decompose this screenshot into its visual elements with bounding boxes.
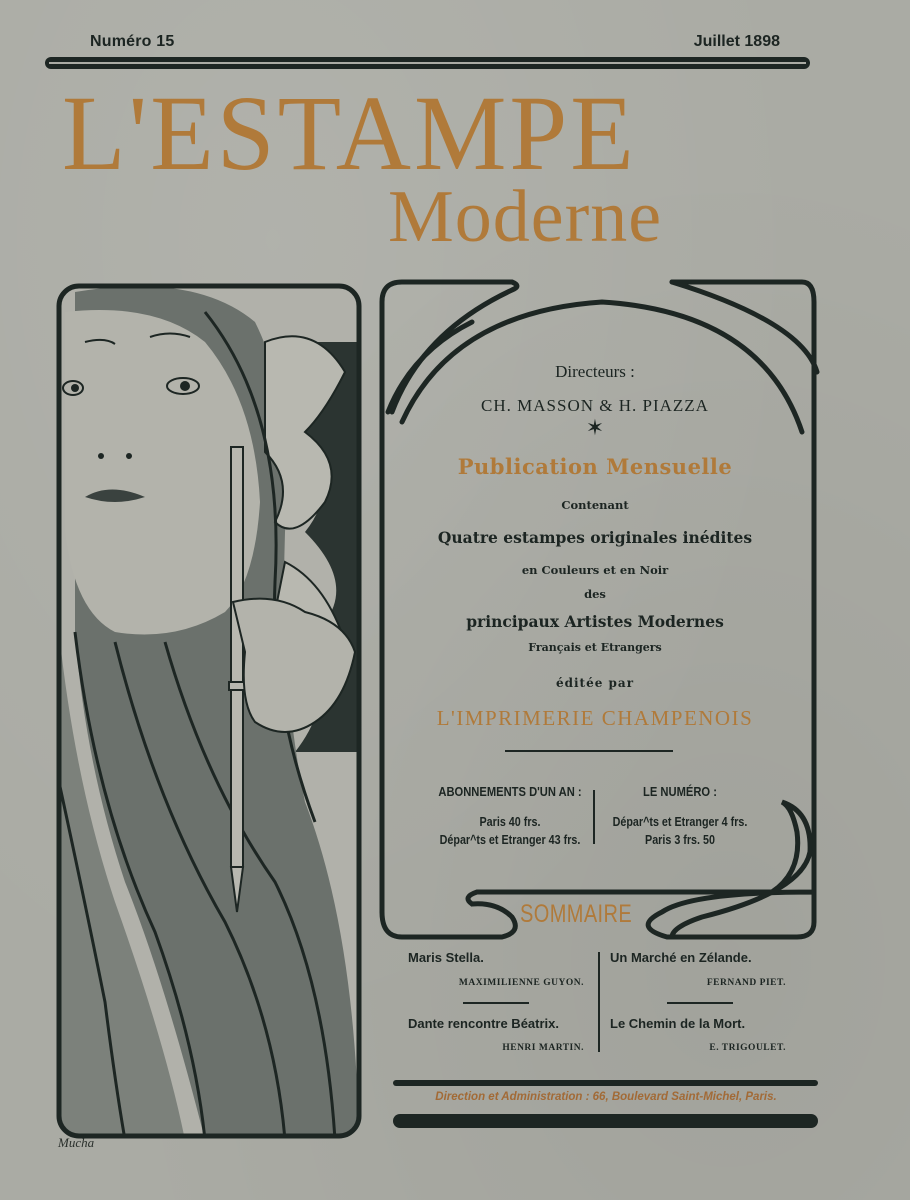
publication-line: Contenant	[561, 498, 629, 512]
directors-names: CH. MASSON & H. PIAZZA	[481, 396, 709, 415]
contents-title: Dante rencontre Béatrix.	[408, 1016, 559, 1031]
price-line: Dépar^ts et Etranger 4 frs.	[612, 814, 748, 829]
subscription-prices	[433, 782, 588, 850]
publication-line: en Couleurs et en Noir	[521, 563, 669, 577]
price-line: Dépar^ts et Etranger 43 frs.	[439, 833, 581, 848]
single-issue-prices	[611, 782, 749, 850]
single-issue-heading: LE NUMÉRO :	[643, 784, 717, 799]
illustration-woman-icon	[55, 282, 363, 1140]
divider	[667, 1002, 733, 1004]
price-line: Paris 3 frs. 50	[645, 833, 715, 848]
publication-line: Français et Etrangers	[528, 641, 662, 654]
vertical-divider	[593, 790, 595, 844]
issue-date: Juillet 1898	[693, 33, 780, 50]
printer-name: L'IMPRIMERIE CHAMPENOIS	[436, 706, 754, 730]
divider	[505, 750, 673, 752]
contents-artist: MAXIMILIENNE GUYON.	[458, 978, 584, 988]
footer-rule-top	[393, 1080, 818, 1086]
contents-artist: FERNAND PIET.	[706, 978, 786, 988]
top-double-rule	[45, 57, 810, 69]
contents-artist: E. TRIGOULET.	[709, 1043, 786, 1053]
masthead-subtitle: Moderne	[388, 176, 663, 258]
directors-label: Directeurs :	[555, 362, 635, 381]
contents-heading: SOMMAIRE	[520, 900, 633, 928]
masthead-title: L'ESTAMPE	[62, 74, 637, 193]
divider	[463, 1002, 529, 1004]
publication-line: des	[584, 587, 606, 601]
contents-artist: HENRI MARTIN.	[502, 1043, 584, 1053]
publication-line: principaux Artistes Modernes	[466, 612, 724, 631]
contents-title: Le Chemin de la Mort.	[610, 1016, 746, 1031]
issue-number: Numéro 15	[90, 33, 175, 50]
price-line: Paris 40 frs.	[479, 814, 541, 829]
publication-line: éditée par	[555, 676, 635, 690]
publication-line: Quatre estampes originales inédites	[437, 528, 753, 547]
footer-rule-bottom	[393, 1114, 818, 1128]
star-icon: ✶	[585, 415, 605, 440]
publication-title: Publication Mensuelle	[457, 454, 733, 479]
contents-title: Maris Stella.	[408, 950, 484, 965]
artist-signature: Mucha	[58, 1135, 95, 1150]
contents-title: Un Marché en Zélande.	[610, 950, 752, 965]
footer-address: Direction et Administration : 66, Boulevard Saint-Michel, Paris.	[435, 1091, 777, 1103]
subscription-heading: ABONNEMENTS D'UN AN :	[438, 784, 582, 799]
vertical-divider	[598, 952, 600, 1052]
